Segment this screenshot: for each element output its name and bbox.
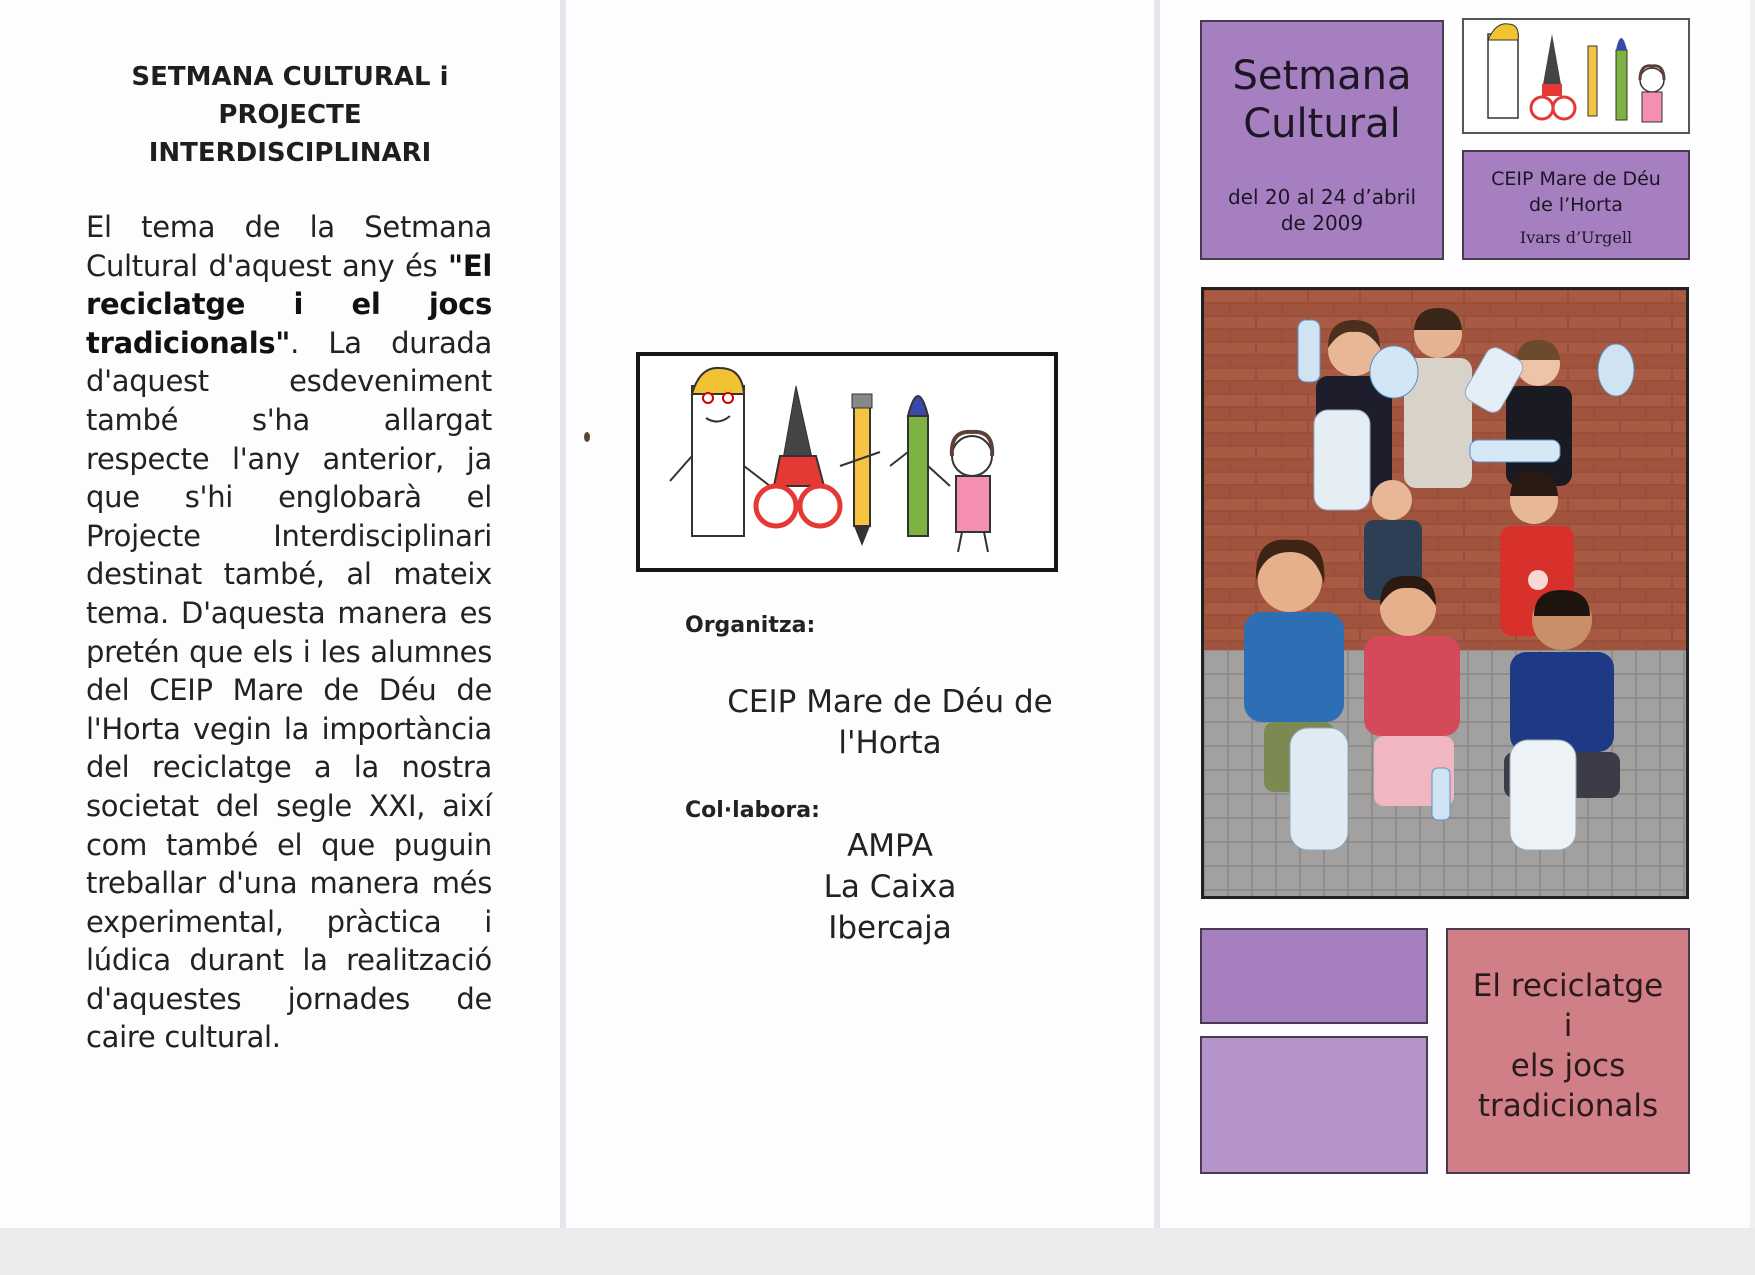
- event-dates: [1202, 184, 1442, 236]
- theme-line: El reciclatge: [1472, 968, 1664, 1004]
- theme-line: i: [1563, 1008, 1573, 1044]
- school-name-line: de l’Horta: [1529, 194, 1623, 216]
- theme-text: [1448, 966, 1688, 1126]
- town-name: Ivars d’Urgell: [1519, 228, 1633, 247]
- dates-line: de 2009: [1280, 211, 1364, 235]
- theme-box: [1446, 928, 1690, 1174]
- decorative-square: [1200, 1036, 1428, 1174]
- cover-title: [1202, 52, 1442, 148]
- body-intro: El tema de la Setmana Cultural d'aquest any és: [86, 210, 492, 283]
- title-line: INTERDISCIPLINARI: [148, 138, 432, 168]
- school-name-line: CEIP Mare de Déu: [1491, 168, 1661, 190]
- body-paragraph: [86, 208, 492, 1057]
- collaborators-label: Col·labora:: [685, 798, 820, 823]
- body-rest: . La durada d'aquest esdeveniment també s'ha allargat respecte l'any anterior, ja que s'hi englobarà el Projecte Interdisciplinari destinat també, al mateix tema. D'aquesta manera es pretén que els i les alumnes del CEIP Mare de Déu de l'Horta vegin la importància del reciclatge a la nostra societat del segle XXI, així com també el que puguin treballar d'una manera més experimental, pràctica i lúdica durant la realització d'aquestes jornades de caire cultural.: [86, 325, 492, 1055]
- middle-panel: [566, 0, 1154, 1228]
- body-theme: "El reciclatge i el jocs tradicionals": [86, 248, 492, 360]
- collaborators-list: [760, 826, 1020, 949]
- cover-title-line: Setmana: [1232, 53, 1412, 99]
- dates-line: del 20 al 24 d’abril: [1227, 185, 1417, 209]
- cover-title-box: [1200, 20, 1444, 260]
- title-line: PROJECTE: [218, 100, 362, 130]
- cover-title-line: Cultural: [1243, 101, 1401, 147]
- children-with-bottles-photo: [1204, 290, 1686, 896]
- collaborator-name: Ibercaja: [828, 910, 952, 946]
- organizer-label: Organitza:: [685, 613, 816, 638]
- title-line: SETMANA CULTURAL i: [131, 62, 449, 92]
- ink-spot: [584, 432, 590, 442]
- school-box: [1462, 150, 1690, 260]
- theme-line: els jocs: [1510, 1048, 1626, 1084]
- scan-margin: [0, 1228, 1755, 1275]
- decorative-square: [1200, 928, 1428, 1024]
- school-name: [1464, 166, 1688, 218]
- organizer-name: CEIP Mare de Déu de l'Horta: [727, 684, 1053, 761]
- section-title: [80, 58, 500, 172]
- children-drawing-illustration: [640, 356, 1054, 568]
- logo-box: [1462, 18, 1690, 134]
- collaborator-name: La Caixa: [823, 869, 957, 905]
- drawing-logo: [1464, 20, 1688, 132]
- group-photo: [1201, 287, 1689, 899]
- drawing-image: [636, 352, 1058, 572]
- collaborator-name: AMPA: [847, 828, 933, 864]
- theme-line: tradicionals: [1477, 1088, 1659, 1124]
